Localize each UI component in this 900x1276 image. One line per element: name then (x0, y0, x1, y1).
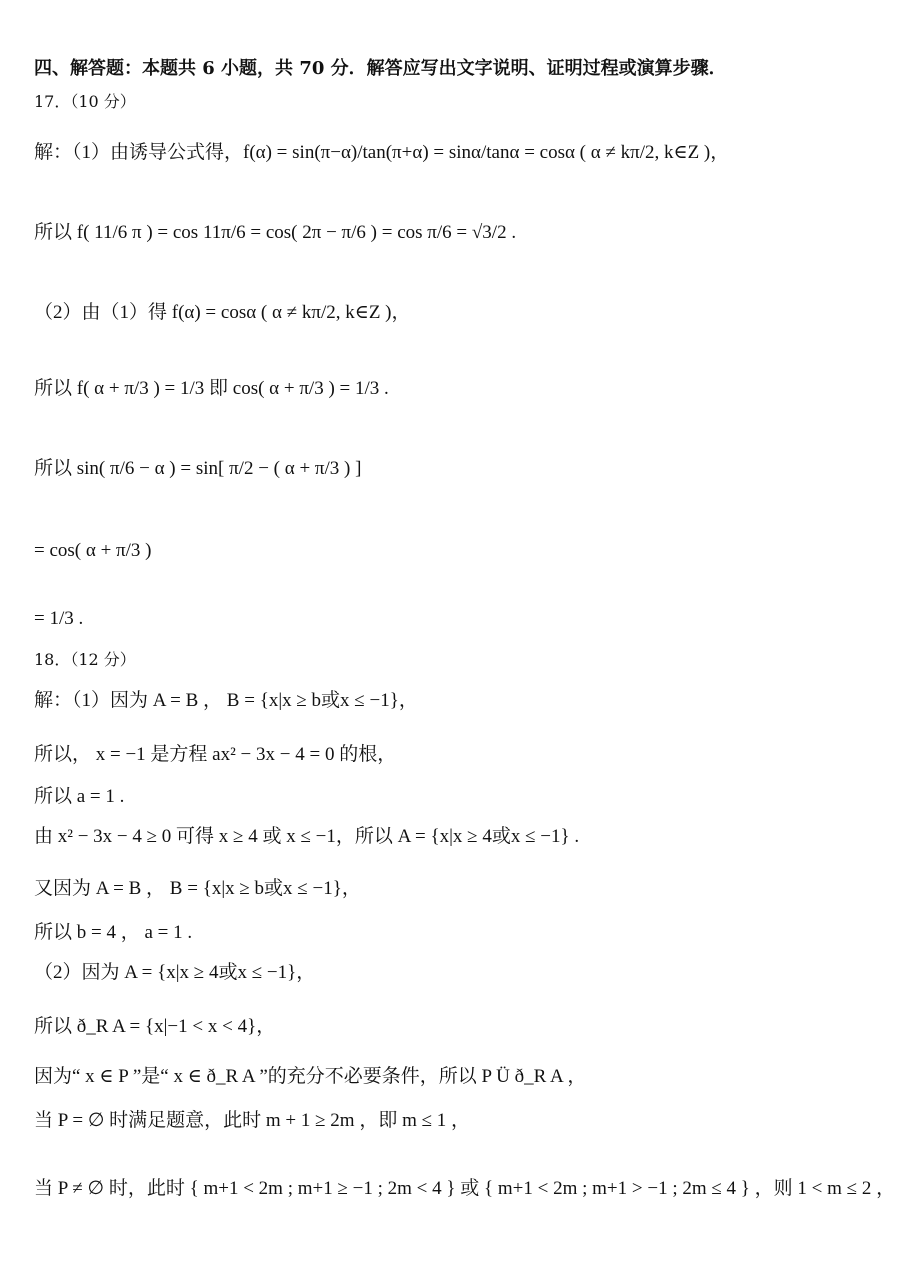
q17-line-3: （2）由（1）得 f(α) = cosα ( α ≠ kπ/2, k∈Z )， (34, 302, 411, 323)
q18-line-2: 所以， x = −1 是方程 ax² − 3x − 4 = 0 的根， (34, 744, 397, 765)
q18-line-4: 由 x² − 3x − 4 ≥ 0 可得 x ≥ 4 或 x ≤ −1，所以 A = {x|x ≥ 4或x ≤ −1} . (34, 826, 580, 847)
q18-line-9: 因为“ x ∈ P ”是“ x ∈ ð_R A ”的充分不必要条件，所以 P Ü ð_R A ， (34, 1066, 587, 1087)
q18-line-8: 所以 ð_R A = {x|−1 < x < 4}， (34, 1016, 276, 1037)
q17-line-5: 所以 sin( π/6 − α ) = sin[ π/2 − ( α + π/3 ) ] (34, 458, 362, 479)
q18-line-11: 当 P ≠ ∅ 时，此时 { m+1 < 2m ; m+1 ≥ −1 ; 2m < 4 } 或 { m+1 < 2m ; m+1 > −1 ; 2m ≤ 4 } ，则 1 < m ≤ 2 ， (34, 1178, 896, 1199)
question-17-label: 17．（10 分） (34, 92, 136, 111)
question-18-label: 18．（12 分） (34, 650, 136, 669)
q18-line-7: （2）因为 A = {x|x ≥ 4或x ≤ −1}， (34, 962, 316, 983)
q18-line-1: 解：（1）因为 A = B ， B = {x|x ≥ b或x ≤ −1}， (34, 690, 418, 711)
q17-line-4: 所以 f( α + π/3 ) = 1/3 即 cos( α + π/3 ) = 1/3 . (34, 378, 389, 399)
q18-line-6: 所以 b = 4 ， a = 1 . (34, 922, 193, 943)
q18-line-3: 所以 a = 1 . (34, 786, 125, 807)
q17-line-1: 解：（1）由诱导公式得，f(α) = sin(π−α)/tan(π+α) = sinα/tanα = cosα ( α ≠ kπ/2, k∈Z )， (34, 142, 730, 163)
q17-line-6: = cos( α + π/3 ) (34, 540, 152, 561)
q18-line-10: 当 P = ∅ 时满足题意，此时 m + 1 ≥ 2m ，即 m ≤ 1 ， (34, 1110, 471, 1131)
section-heading: 四、解答题：本题共 6 小题，共 70 分．解答应写出文字说明、证明过程或演算步骤． (34, 58, 727, 79)
q17-line-2: 所以 f( 11/6 π ) = cos 11π/6 = cos( 2π − π/6 ) = cos π/6 = √3/2 . (34, 222, 517, 243)
q17-line-7: = 1/3 . (34, 608, 84, 629)
q18-line-5: 又因为 A = B ， B = {x|x ≥ b或x ≤ −1}， (34, 878, 361, 899)
